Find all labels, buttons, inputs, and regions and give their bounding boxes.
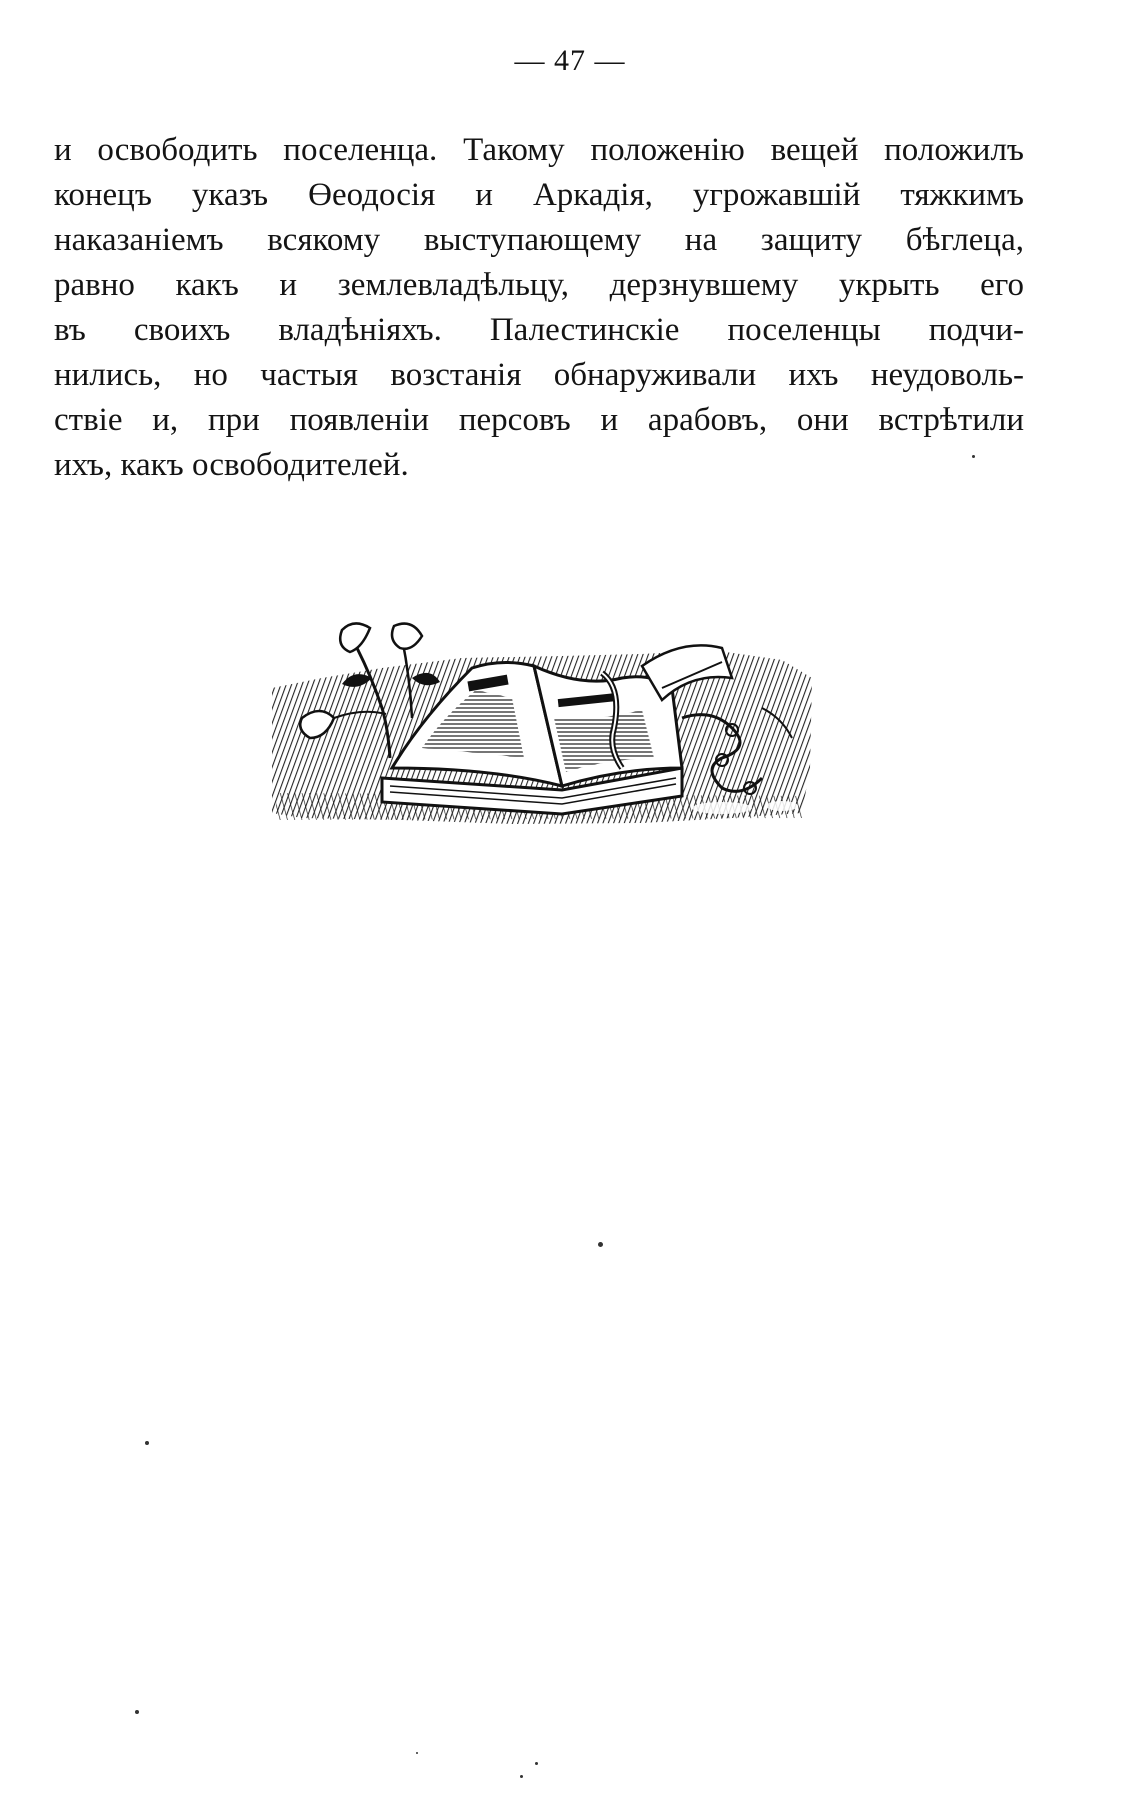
print-speck: [135, 1710, 139, 1714]
print-speck: [520, 1775, 523, 1778]
text-line: и освободить поселенца. Такому положенію вещей положилъ: [54, 132, 1024, 168]
print-speck: [535, 1762, 538, 1765]
text-line: равно какъ и землевладѣльцу, дерзнувшему укрыть его: [54, 267, 1024, 303]
print-speck: [145, 1441, 149, 1445]
open-book-vignette-icon: [262, 618, 822, 830]
print-speck: [416, 1752, 418, 1754]
paragraph: [54, 128, 1024, 488]
print-speck: [972, 455, 975, 458]
text-line: ихъ, какъ освободителей.: [54, 447, 409, 483]
text-line: конецъ указъ Өеодосія и Аркадія, угрожавшій тяжкимъ: [54, 177, 1024, 213]
text-line: ствіе и, при появленіи персовъ и арабовъ, они встрѣтили: [54, 402, 1024, 438]
text-line: въ своихъ владѣніяхъ. Палестинскіе поселенцы подчи-: [54, 312, 1024, 348]
text-line: наказаніемъ всякому выступающему на защиту бѣглеца,: [54, 222, 1024, 258]
page-number: — 47 —: [514, 44, 626, 77]
print-speck: [598, 1242, 603, 1247]
text-line: нились, но частыя возстанія обнаруживали ихъ неудоволь-: [54, 357, 1024, 393]
